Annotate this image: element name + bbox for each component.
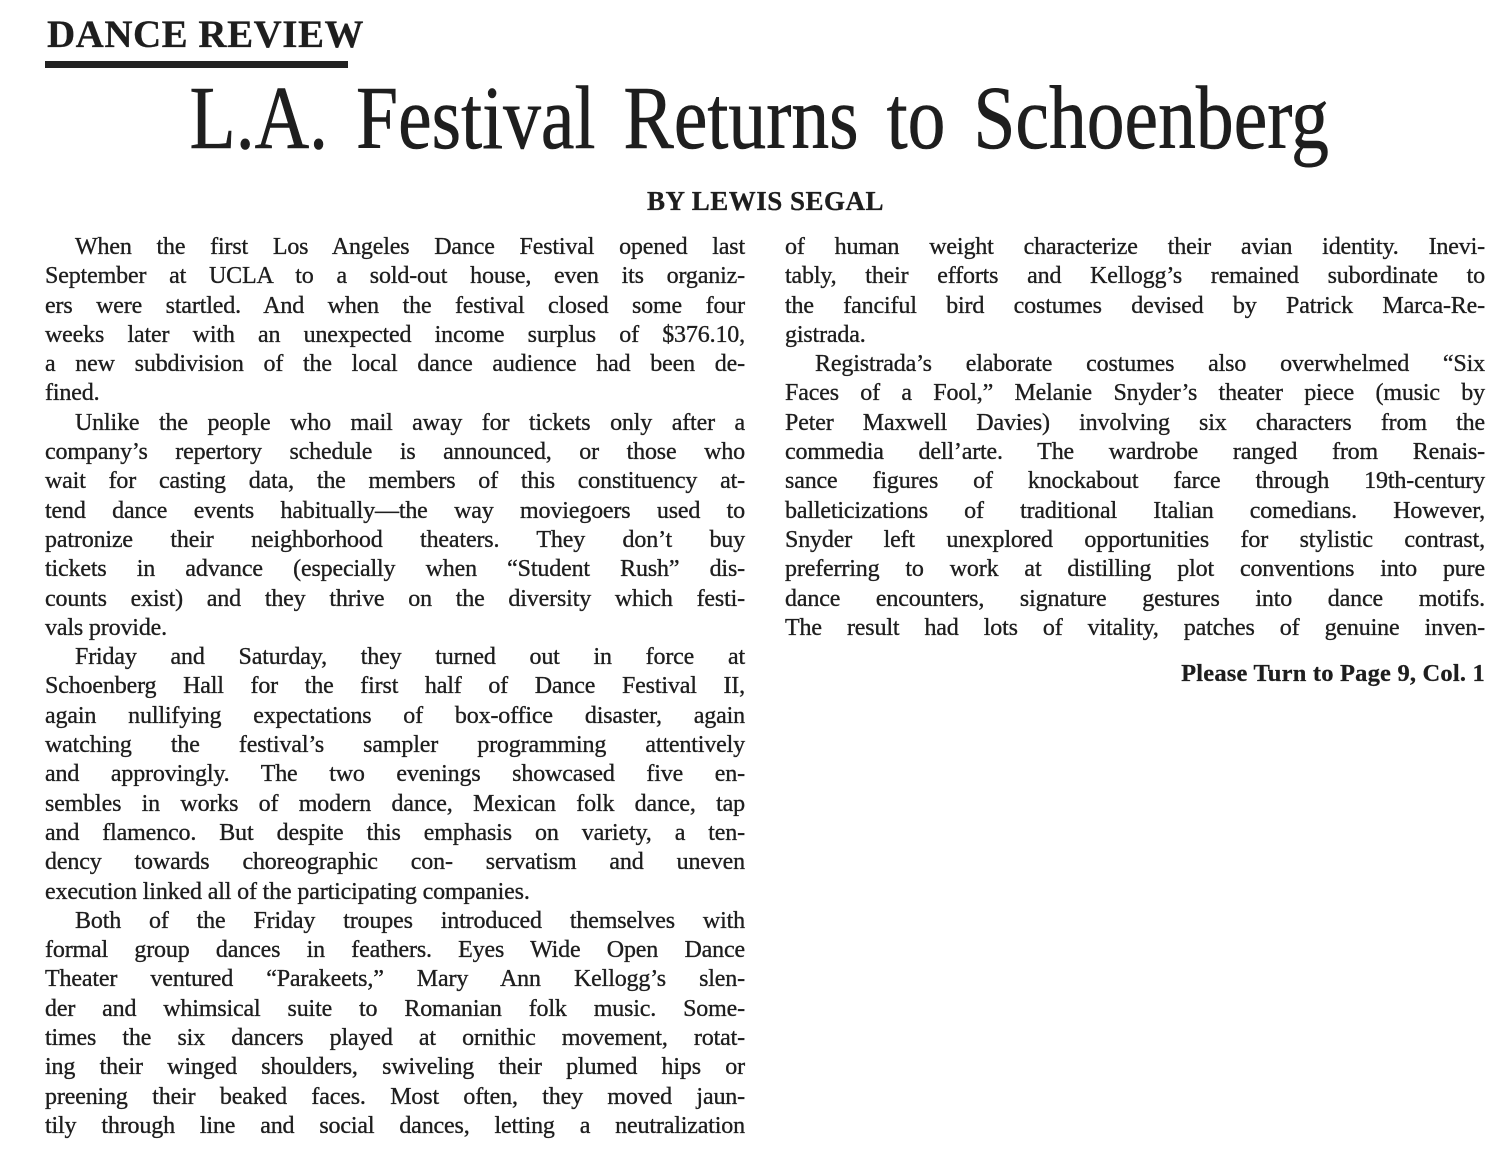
article-line: dency towards choreographic con- servatism and uneven [45,849,745,876]
article-line: tily through line and social dances, letting a neutralization [45,1112,745,1139]
jump-line: Please Turn to Page 9, Col. 1 [1181,660,1485,687]
article-line: company’s repertory schedule is announced, or those who [45,439,745,466]
article-line: and approvingly. The two evenings showcased five en- [45,761,745,788]
article-line: execution linked all of the participating companies. [45,878,530,905]
article-line: again nullifying expectations of box-office disaster, again [45,702,745,729]
headline-wrap [30,69,1489,168]
article-paragraph [45,233,745,409]
article-line: of human weight characterize their avian identity. Inevi- [785,234,1485,260]
article-line: weeks later with an unexpected income surplus of $376.10, [45,321,745,348]
article-line: preferring to work at distilling plot conventions into pure [785,556,1485,583]
byline: BY LEWIS SEGAL [646,186,885,216]
article-paragraph [45,409,745,643]
article-line: ers were startled. And when the festival closed some four [45,292,745,319]
kicker-rule [45,61,348,68]
article-line: tably, their efforts and Kellogg’s remained subordinate to [785,263,1485,290]
article-line: counts exist) and they thrive on the diversity which festi- [45,585,745,612]
headline: L.A. Festival Returns to Schoenberg [189,69,1330,168]
article-line: patronize their neighborhood theaters. They don’t buy [45,526,745,553]
article-line: Unlike the people who mail away for tickets only after a [75,409,745,436]
article-line: fined. [45,380,100,407]
article-line: September at UCLA to a sold-out house, even its organiz- [45,263,745,290]
article-line: formal group dances in feathers. Eyes Wide Open Dance [45,937,745,964]
article-line: commedia dell’arte. The wardrobe ranged from Renais- [785,439,1485,466]
article-line: Schoenberg Hall for the first half of Dance Festival II, [45,673,745,700]
article-line: The result had lots of vitality, patches of genuine inven- [785,614,1485,641]
article-line: times the six dancers played at ornithic movement, rotat- [45,1025,745,1052]
article-line: and flamenco. But despite this emphasis on variety, a ten- [45,819,745,846]
kicker: DANCE REVIEW [47,13,364,56]
article-paragraph [45,643,745,907]
article-line: sance figures of knockabout farce through 19th-century [785,468,1485,495]
article-line: ing their winged shoulders, swiveling their plumed hips or [45,1054,745,1081]
article-left-column [45,233,745,1141]
article-line: the fanciful bird costumes devised by Patrick Marca-Re- [785,292,1485,319]
article-line: Both of the Friday troupes introduced themselves with [75,907,745,934]
article-line: When the first Los Angeles Dance Festival opened last [75,234,745,260]
article-line: Registrada’s elaborate costumes also overwhelmed “Six [815,351,1485,378]
article-paragraph [785,233,1485,350]
article-paragraph [45,907,745,1141]
article-line: watching the festival’s sampler programming attentively [45,732,745,759]
article-line: Faces of a Fool,” Melanie Snyder’s theater piece (music by [785,380,1485,407]
article-line: Theater ventured “Parakeets,” Mary Ann Kellogg’s slen- [45,966,745,993]
article-line: tend dance events habitually—the way moviegoers used to [45,497,745,524]
article-line: Snyder left unexplored opportunities for stylistic contrast, [785,526,1485,553]
article-line: Peter Maxwell Davies) involving six characters from the [785,409,1485,436]
article-paragraph [785,350,1485,643]
article-line: preening their beaked faces. Most often, they moved jaun- [45,1083,745,1110]
article-line: wait for casting data, the members of this constituency at- [45,468,745,495]
article-line: sembles in works of modern dance, Mexican folk dance, tap [45,790,745,817]
article-line: tickets in advance (especially when “Student Rush” dis- [45,556,745,583]
article-line: Friday and Saturday, they turned out in force at [75,644,745,671]
article-line: der and whimsical suite to Romanian folk music. Some- [45,995,745,1022]
article-line: gistrada. [785,321,866,348]
article-line: balleticizations of traditional Italian comedians. However, [785,497,1485,524]
article-line: dance encounters, signature gestures into dance motifs. [785,585,1485,612]
article-line: vals provide. [45,614,168,641]
article-line: a new subdivision of the local dance audience had been de- [45,351,745,378]
